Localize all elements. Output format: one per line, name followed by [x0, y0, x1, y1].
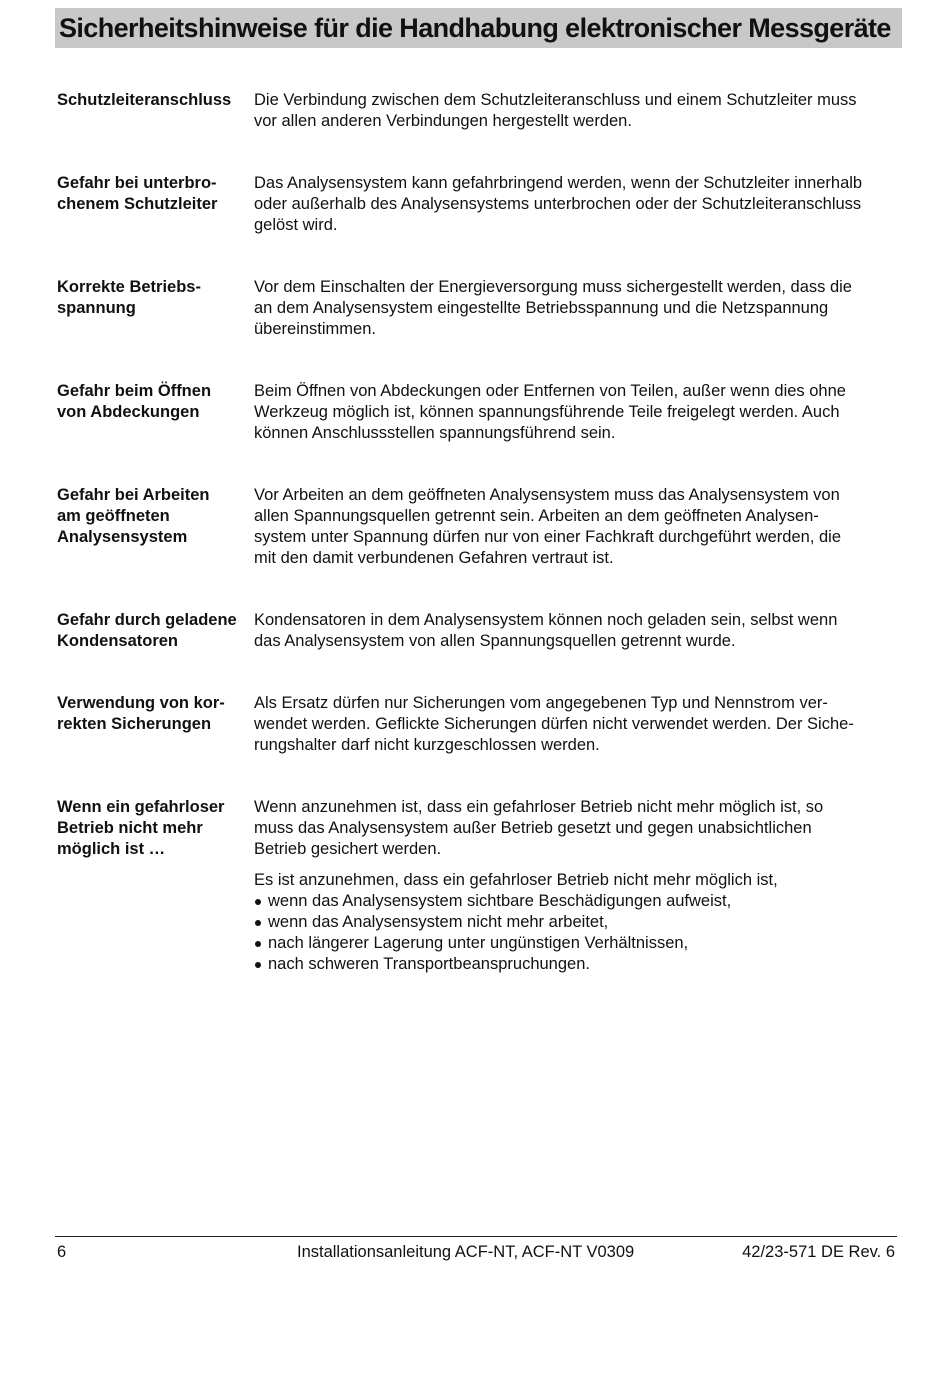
- footer-divider: [55, 1236, 897, 1237]
- section-text: Wenn anzunehmen ist, dass ein gefahrloser Betrieb nicht mehr möglich ist, so muss das Analysensystem außer Betrieb gesetzt und gegen unabsichtlichen Betrieb gesichert werden. Es ist anzunehmen, dass ein gefahrloser Betrieb nicht mehr möglich ist, wenn das Analysensystem sichtbare Beschädigungen aufweist, wenn das Analysensystem nicht mehr arbeitet, nach längerer Lagerung unter ungünstigen Verhältnissen, nach schweren Transportbeanspruchungen.: [254, 797, 902, 975]
- section-text: Die Verbindung zwischen dem Schutzleiteranschluss und einem Schutzleiter muss vor allen anderen Verbindungen hergestellt werden.: [254, 91, 857, 130]
- section-text: Beim Öffnen von Abdeckungen oder Entfernen von Teilen, außer wenn dies ohne Werkzeug möglich ist, können spannungsführende Teile freigelegt werden. Auch können Anschlussstellen spannungsführend sein.: [254, 382, 846, 442]
- section-label: Gefahr durch geladene Kondensatoren: [57, 611, 237, 650]
- section-text: Das Analysensystem kann gefahrbringend werden, wenn der Schutzleiter innerhalb oder außerhalb des Analysensystems unterbrochen oder der Schutzleiteranschluss gelöst wird.: [254, 174, 863, 234]
- document-title: Installationsanleitung ACF-NT, ACF-NT V0309: [297, 1243, 635, 1261]
- section-label: Wenn ein gefahrloser Betrieb nicht mehr möglich ist …: [57, 798, 225, 858]
- footer: [57, 1241, 895, 1263]
- section-label: Gefahr bei unterbro- chenem Schutzleiter: [57, 174, 218, 213]
- list-item: wenn das Analysensystem nicht mehr arbeitet,: [254, 912, 902, 933]
- section-label: Gefahr beim Öffnen von Abdeckungen: [57, 382, 212, 421]
- page-title: Sicherheitshinweise für die Handhabung elektronischer Messgeräte: [59, 13, 891, 43]
- section-text: Als Ersatz dürfen nur Sicherungen vom angegebenen Typ und Nennstrom ver- wendet werden. Geflickte Sicherungen dürfen nicht verwendet werden. Der Siche- rungshalter darf nicht kurzgeschlossen werden.: [254, 694, 854, 754]
- list-item: nach längerer Lagerung unter ungünstigen Verhältnissen,: [254, 933, 902, 954]
- section-text: Kondensatoren in dem Analysensystem können noch geladen sein, selbst wenn das Analysensystem von allen Spannungsquellen getrennt wurde.: [254, 611, 838, 650]
- conditions-intro: Es ist anzunehmen, dass ein gefahrloser Betrieb nicht mehr möglich ist,: [254, 871, 778, 889]
- section-label: Schutzleiteranschluss: [57, 91, 232, 109]
- page-number: 6: [57, 1243, 67, 1261]
- list-item: wenn das Analysensystem sichtbare Beschädigungen aufweist,: [254, 891, 902, 912]
- section-text: Vor dem Einschalten der Energieversorgung muss sichergestellt werden, dass die an dem Analysensystem eingestellte Betriebsspannung und die Netzspannung übereinstimmen.: [254, 278, 852, 338]
- list-item: nach schweren Transportbeanspruchungen.: [254, 954, 902, 975]
- section-label: Verwendung von kor- rekten Sicherungen: [57, 694, 225, 733]
- document-revision: 42/23-571 DE Rev. 6: [742, 1243, 895, 1261]
- section-label: Korrekte Betriebs- spannung: [57, 278, 201, 317]
- title-bar: [55, 8, 902, 48]
- conditions-list: [254, 891, 902, 975]
- section-label: Gefahr bei Arbeiten am geöffneten Analysensystem: [57, 486, 210, 546]
- section-text: Vor Arbeiten an dem geöffneten Analysensystem muss das Analysensystem von allen Spannungsquellen getrennt sein. Arbeiten an dem geöffneten Analysen- system unter Spannung dürfen nur von einer Fachkraft durchgeführt werden, die mit den damit verbundenen Gefahren vertraut ist.: [254, 486, 842, 567]
